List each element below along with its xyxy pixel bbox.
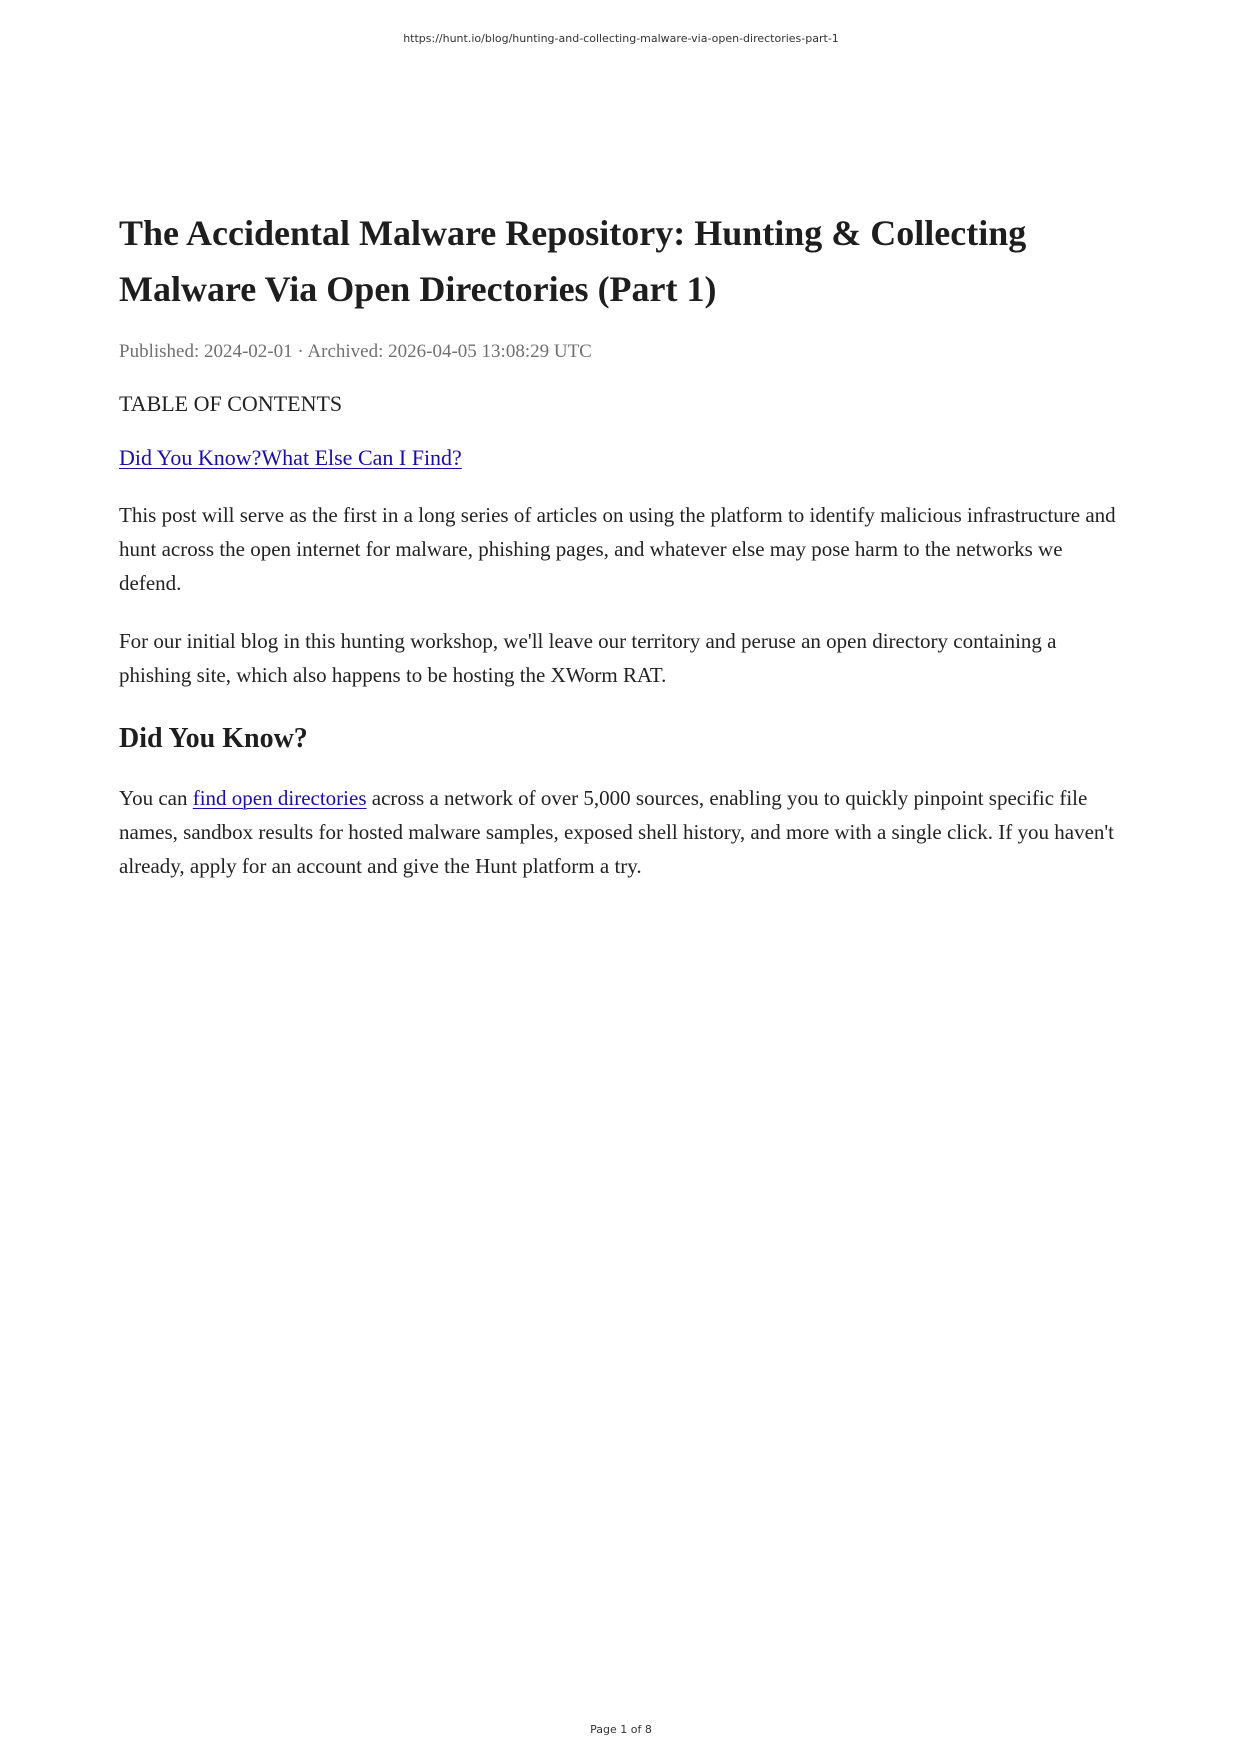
- did-you-know-paragraph: [119, 781, 1129, 883]
- toc-link-did-you-know[interactable]: Did You Know?: [119, 445, 262, 470]
- intro-paragraph: This post will serve as the first in a long series of articles on using the platform to identify malicious infrastructure and hunt across the open internet for malware, phishing pages, and whatever else may pose harm to the networks we defend.: [119, 503, 1116, 595]
- page-url-header: https://hunt.io/blog/hunting-and-collecting-malware-via-open-directories-part-1: [403, 32, 839, 45]
- article-body: [119, 205, 1129, 883]
- section-heading-did-you-know: Did You Know?: [119, 723, 308, 754]
- workshop-paragraph: For our initial blog in this hunting workshop, we'll leave our territory and peruse an open directory containing a phishing site, which also happens to be hosting the XWorm RAT.: [119, 629, 1057, 687]
- paragraph-text-after-link: across a network of over 5,000 sources, enabling you to quickly pinpoint specific file names, sandbox results for hosted malware samples, exposed shell history, and more with a single click. If you haven't already, apply for an account and give the Hunt platform a try.: [119, 786, 1115, 878]
- toc-heading: TABLE OF CONTENTS: [119, 391, 343, 416]
- paragraph-text-before-link: You can: [119, 786, 193, 810]
- find-open-directories-link[interactable]: find open directories: [192, 786, 367, 810]
- article-title: The Accidental Malware Repository: Hunting & Collecting Malware Via Open Directories (Part 1): [119, 213, 1027, 309]
- toc-links: [119, 443, 1129, 473]
- toc-link-what-else-can-i-find[interactable]: What Else Can I Find?: [261, 445, 462, 470]
- article-meta: Published: 2024-02-01 · Archived: 2026-04-05 13:08:29 UTC: [119, 341, 592, 362]
- page-number-footer: Page 1 of 8: [590, 1723, 652, 1736]
